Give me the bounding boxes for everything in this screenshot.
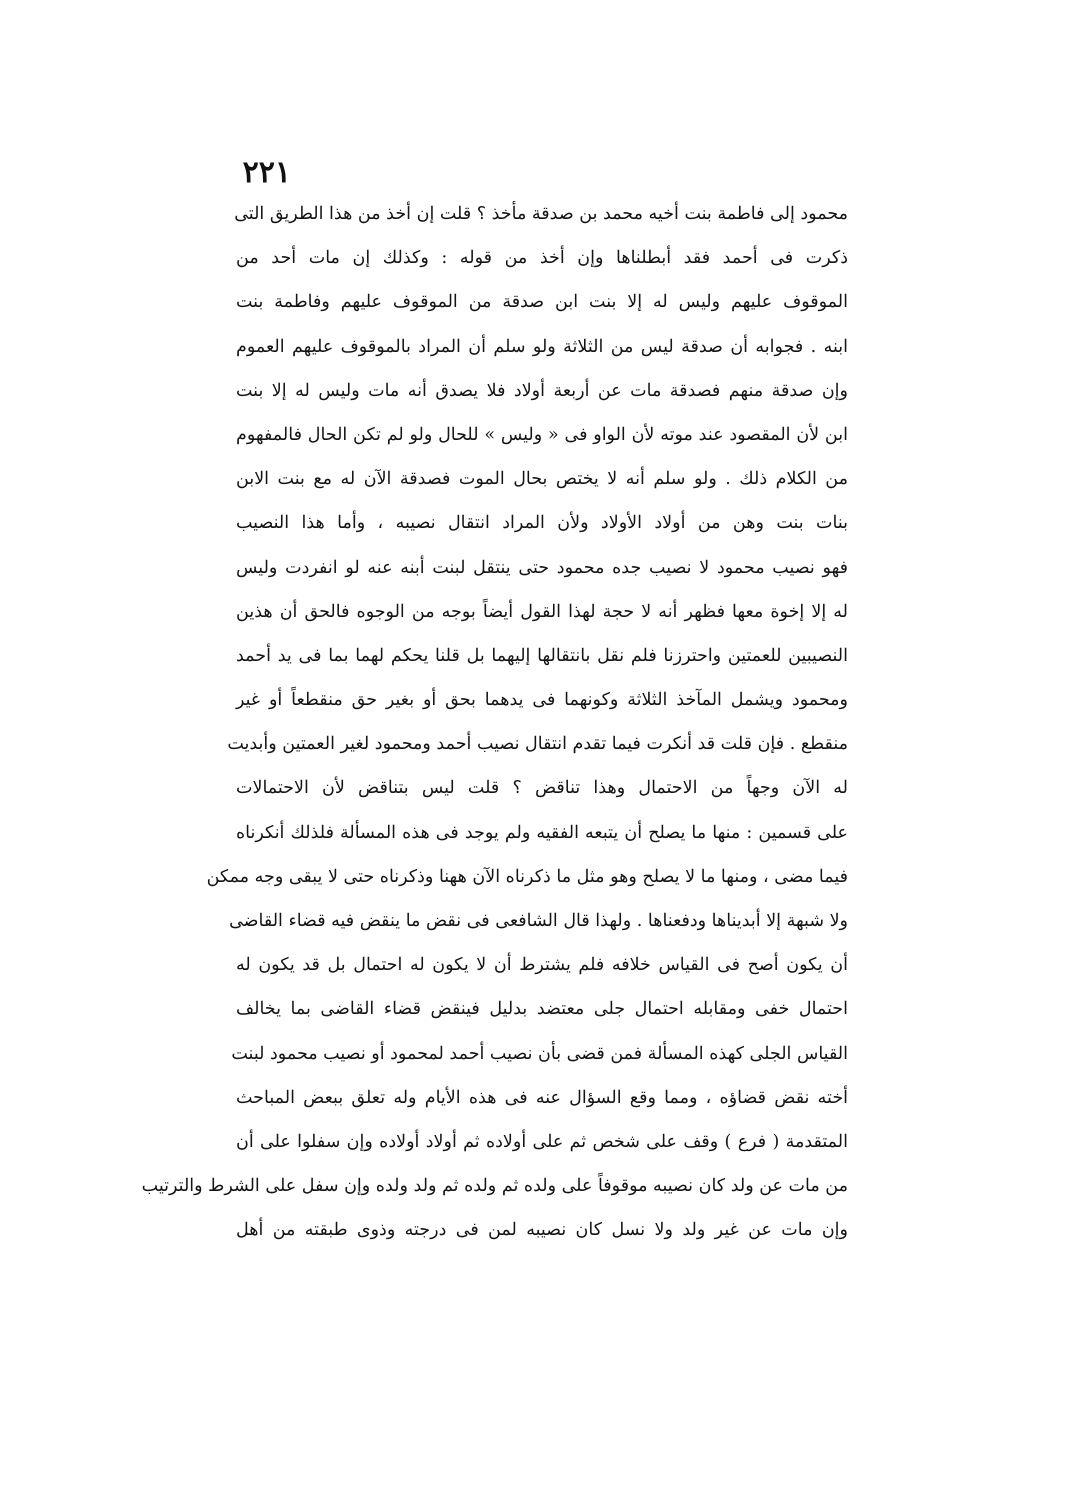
text-line: النصيبين للعمتين واحترزنا فلم نقل بانتقالها إليهما بل قلنا يحكم لهما بما فى يد أحمد [236, 645, 848, 666]
text-line: فيما مضى ، ومنها ما لا يصلح وهو مثل ما ذكرناه الآن ههنا وذكرناه حتى لا يبقى وجه ممكن [206, 866, 848, 887]
text-line: على قسمين : منها ما يصلح أن يتبعه الفقيه ولم يوجد فى هذه المسألة فلذلك أنكرناه [236, 822, 848, 843]
text-line: احتمال خفى ومقابله احتمال جلى معتضد بدليل فينقض قضاء القاضى بما يخالف [236, 999, 848, 1020]
text-line: الموقوف عليهم وليس له إلا بنت ابن صدقة من الموقوف عليهم وفاطمة بنت [236, 292, 848, 313]
text-line: ابنه . فجوابه أن صدقة ليس من الثلاثة ولو سلم أن المراد بالموقوف عليهم العموم [236, 336, 848, 357]
body-text [141, 192, 848, 1253]
text-line: محمود إلى فاطمة بنت أخيه محمد بن صدقة مأخذ ؟ قلت إن أخذ من هذا الطريق التى [234, 204, 848, 224]
text-line: المتقدمة ( فرع ) وقف على شخص ثم على أولاده ثم أولاد أولاده وإن سفلوا على أن [236, 1131, 848, 1152]
text-line: منقطع . فإن قلت قد أنكرت فيما تقدم انتقال نصيب أحمد ومحمود لغير العمتين وأبديت [227, 734, 848, 755]
text-line: القياس الجلى كهذه المسألة فمن قضى بأن نصيب أحمد لمحمود أو نصيب محمود لبنت [231, 1043, 848, 1064]
text-line: أخته نقض قضاؤه ، ومما وقع السؤال عنه فى هذه الأيام وله تعلق ببعض المباحث [236, 1087, 848, 1108]
text-line: فهو نصيب محمود لا نصيب جده محمود حتى ينتقل لبنت أبنه عنه لو انفردت وليس [236, 557, 848, 578]
text-line: وإن مات عن غير ولد ولا نسل كان نصيبه لمن فى درجته وذوى طبقته من أهل [236, 1220, 848, 1241]
text-line: ومحمود ويشمل المآخذ الثلاثة وكونهما فى يدهما بحق أو بغير حق منقطعاً أو غير [236, 690, 848, 711]
text-line: له إلا إخوة معها فظهر أنه لا حجة لهذا القول أيضاً بوجه من الوجوه فالحق أن هذين [236, 601, 848, 622]
text-line: ولا شبهة إلا أبديناها ودفعناها . ولهذا قال الشافعى فى نقض ما ينقض فيه قضاء القاضى [229, 911, 848, 931]
text-line: ذكرت فى أحمد فقد أبطلناها وإن أخذ من قوله : وكذلك إن مات أحد من [236, 248, 848, 269]
text-line: من مات عن ولد كان نصيبه موقوفاً على ولده ثم ولده ثم ولد ولده وإن سفل على الشرط والترتيب [141, 1176, 848, 1197]
text-line: ابن لأن المقصود عند موته لأن الواو فى « وليس » للحال ولو لم تكن الحال فالمفهوم [236, 424, 848, 445]
text-line: وإن صدقة منهم فصدقة مات عن أربعة أولاد فلا يصدق أنه مات وليس له إلا بنت [236, 380, 848, 401]
text-line: له الآن وجهاً من الاحتمال وهذا تناقض ؟ قلت ليس بتناقض لأن الاحتمالات [236, 778, 848, 799]
text-line: من الكلام ذلك . ولو سلم أنه لا يختص بحال الموت فصدقة الآن له مع بنت الابن [236, 469, 848, 490]
page-number: ٢٢١ [242, 155, 291, 190]
text-line: أن يكون أصح فى القياس خلافه فلم يشترط أن لا يكون له احتمال بل قد يكون له [236, 955, 848, 976]
text-line: بنات بنت وهن من أولاد الأولاد ولأن المراد انتقال نصيبه ، وأما هذا النصيب [236, 513, 848, 534]
